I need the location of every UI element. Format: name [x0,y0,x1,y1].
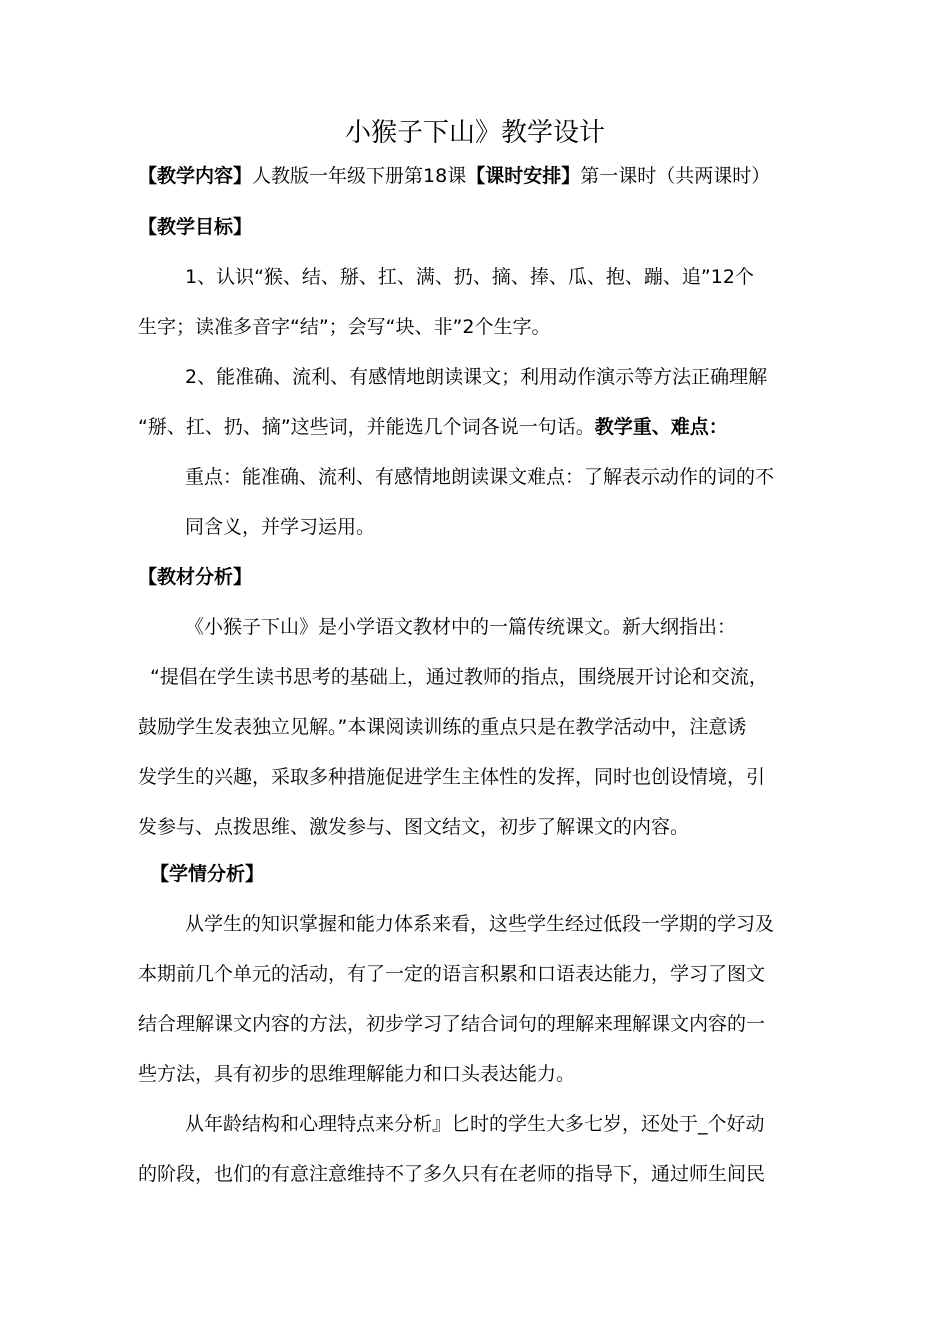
learner-p1-line2: 本期前几个单元的活动，有了一定的语言积累和口语表达能力，学习了图文 [138,963,766,985]
lesson-info-line [138,163,770,189]
schedule-label: 【课时安排】 [466,165,581,187]
goal1-line1: 1、认识“猴、结、掰、扛、满、扔、摘、捧、瓜、抱、蹦、追”12个 [185,266,754,288]
material-line5: 发参与、点拨思维、激发参与、图文结文，初步了解课文的内容。 [138,816,690,838]
goal2-line2 [138,414,728,440]
learner-p2-line1: 从年龄结构和心理特点来分析』匕时的学生大多七岁，还处于_个好动 [185,1113,765,1135]
key-points-line1: 重点：能准确、流利、有感情地朗读课文难点：了解表示动作的词的不 [185,466,775,488]
goals-heading: 【教学目标】 [138,216,253,238]
schedule-text: 第一课时（共两课时） [580,165,771,187]
goal2-line2-text: “掰、扛、扔、摘”这些词，并能选几个词各说一句话。 [138,416,595,438]
key-points-line2: 同含义，并学习运用。 [185,516,376,538]
material-line3: 鼓励学生发表独立见解。”本课阅读训练的重点只是在教学活动中，注意诱 [138,716,747,738]
material-line2: “提倡在学生读书思考的基础上，通过教师的指点，围绕展开讨论和交流， [150,666,768,688]
material-line4: 发学生的兴趣，采取多种措施促进学生主体性的发挥，同时也创设情境，引 [138,766,766,788]
goal2-line1: 2、能准确、流利、有感情地朗读课文；利用动作演示等方法正确理解 [185,366,768,388]
learner-p1-line1: 从学生的知识掌握和能力体系来看，这些学生经过低段一学期的学习及 [185,913,775,935]
learner-p1-line3: 结合理解课文内容的方法，初步学习了结合词句的理解来理解课文内容的一 [138,1013,766,1035]
learner-p2-line2: 的阶段，也们的有意注意维持不了多久只有在老师的指导下，通过师生间民 [138,1163,766,1185]
goal1-line2: 生字；读准多音字“结”；会写“块、非”2个生字。 [138,316,551,338]
learner-heading: 【学情分析】 [150,863,265,885]
material-line1: 《小猴子下山》是小学语文教材中的一篇传统课文。新大纲指出： [185,616,737,638]
document-title: 小猴子下山》教学设计 [344,118,605,148]
content-text: 人教版一年级下册第18课 [252,165,467,187]
content-label: 【教学内容】 [138,165,253,187]
learner-p1-line4: 些方法，具有初步的思维理解能力和口头表达能力。 [138,1063,576,1085]
material-heading: 【教材分析】 [138,566,253,588]
key-points-label: 教学重、难点： [594,416,728,438]
